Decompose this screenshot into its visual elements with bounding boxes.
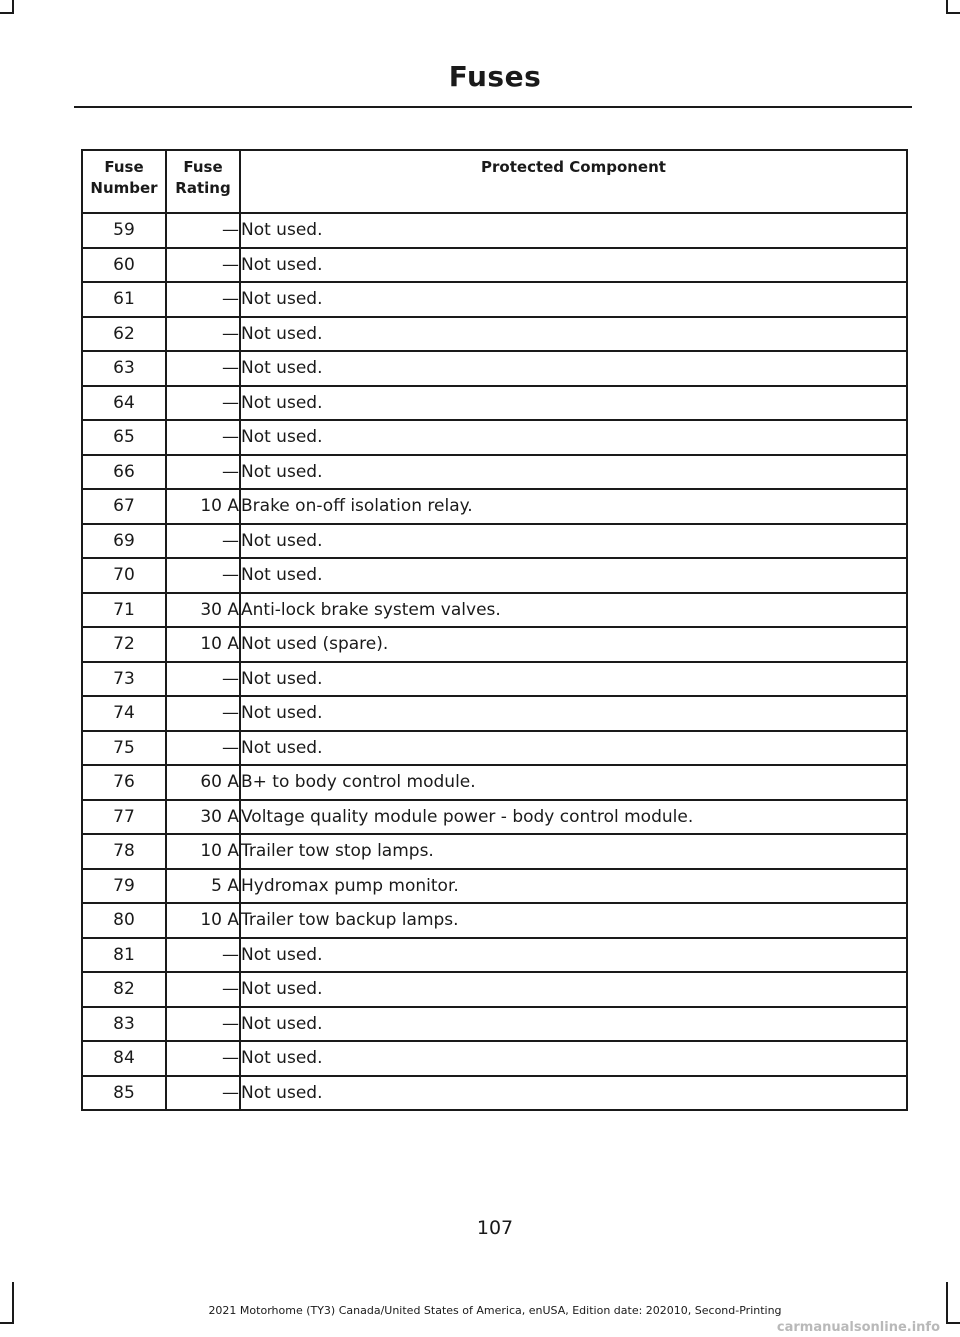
fuse-rating-cell: 10 A	[166, 489, 240, 524]
fuse-number-cell: 66	[82, 455, 166, 490]
table-row	[82, 351, 907, 386]
fuse-rating-cell: 10 A	[166, 834, 240, 869]
fuse-rating-cell: 5 A	[166, 869, 240, 904]
protected-component-cell: Not used.	[240, 248, 907, 283]
table-row	[82, 765, 907, 800]
table-row	[82, 524, 907, 559]
fuse-rating-cell: —	[166, 282, 240, 317]
fuse-table-body	[82, 213, 907, 1110]
title-divider	[74, 106, 912, 108]
fuse-rating-cell: —	[166, 558, 240, 593]
table-row	[82, 420, 907, 455]
crop-mark-top-left	[0, 12, 14, 14]
header-fuse-rating: Fuse Rating	[166, 150, 240, 213]
fuse-rating-cell: 60 A	[166, 765, 240, 800]
protected-component-cell: Not used.	[240, 213, 907, 248]
header-protected-component: Protected Component	[240, 150, 907, 213]
protected-component-cell: Not used.	[240, 1041, 907, 1076]
fuse-number-cell: 63	[82, 351, 166, 386]
fuse-rating-cell: —	[166, 386, 240, 421]
table-row	[82, 593, 907, 628]
fuse-number-cell: 78	[82, 834, 166, 869]
table-row	[82, 972, 907, 1007]
protected-component-cell: Anti-lock brake system valves.	[240, 593, 907, 628]
table-row	[82, 869, 907, 904]
table-row	[82, 1007, 907, 1042]
protected-component-cell: Brake on-off isolation relay.	[240, 489, 907, 524]
fuse-number-cell: 59	[82, 213, 166, 248]
table-row	[82, 696, 907, 731]
fuse-rating-cell: —	[166, 1007, 240, 1042]
fuse-rating-cell: 30 A	[166, 800, 240, 835]
fuse-rating-cell: —	[166, 696, 240, 731]
table-row	[82, 903, 907, 938]
fuse-rating-cell: —	[166, 248, 240, 283]
table-row	[82, 455, 907, 490]
table-row	[82, 489, 907, 524]
fuse-rating-cell: —	[166, 731, 240, 766]
fuse-rating-cell: 30 A	[166, 593, 240, 628]
fuse-rating-cell: —	[166, 662, 240, 697]
table-row	[82, 248, 907, 283]
fuse-number-cell: 67	[82, 489, 166, 524]
table-row	[82, 834, 907, 869]
fuse-rating-cell: —	[166, 317, 240, 352]
fuse-table	[81, 149, 908, 1111]
fuse-number-cell: 83	[82, 1007, 166, 1042]
table-row	[82, 1076, 907, 1111]
footer-edition-text: 2021 Motorhome (TY3) Canada/United States of America, enUSA, Edition date: 202010, Second-Printing	[208, 1304, 782, 1317]
protected-component-cell: Not used.	[240, 558, 907, 593]
crop-mark-bottom-right	[946, 1322, 960, 1324]
table-row	[82, 213, 907, 248]
fuse-number-cell: 62	[82, 317, 166, 352]
crop-mark-top-right	[946, 12, 960, 14]
fuse-number-cell: 61	[82, 282, 166, 317]
fuse-rating-cell: —	[166, 938, 240, 973]
page-number: 107	[476, 1217, 514, 1239]
fuse-number-cell: 60	[82, 248, 166, 283]
fuse-number-cell: 69	[82, 524, 166, 559]
protected-component-cell: Not used.	[240, 282, 907, 317]
fuse-number-cell: 84	[82, 1041, 166, 1076]
protected-component-cell: Not used.	[240, 455, 907, 490]
protected-component-cell: Not used.	[240, 524, 907, 559]
protected-component-cell: Hydromax pump monitor.	[240, 869, 907, 904]
fuse-number-cell: 70	[82, 558, 166, 593]
fuse-rating-cell: —	[166, 351, 240, 386]
fuse-number-cell: 82	[82, 972, 166, 1007]
fuse-number-cell: 75	[82, 731, 166, 766]
fuse-number-cell: 64	[82, 386, 166, 421]
protected-component-cell: Trailer tow backup lamps.	[240, 903, 907, 938]
protected-component-cell: Trailer tow stop lamps.	[240, 834, 907, 869]
fuse-number-cell: 65	[82, 420, 166, 455]
fuse-rating-cell: —	[166, 1041, 240, 1076]
table-row	[82, 731, 907, 766]
page-title: Fuses	[448, 60, 542, 93]
fuse-table-header	[82, 150, 907, 213]
watermark: carmanualsonline.info	[776, 1320, 940, 1335]
fuse-rating-cell: 10 A	[166, 903, 240, 938]
table-row	[82, 282, 907, 317]
table-row	[82, 800, 907, 835]
fuse-rating-cell: —	[166, 420, 240, 455]
protected-component-cell: Voltage quality module power - body control module.	[240, 800, 907, 835]
table-row	[82, 662, 907, 697]
fuse-rating-cell: —	[166, 972, 240, 1007]
fuse-number-cell: 72	[82, 627, 166, 662]
fuse-number-cell: 71	[82, 593, 166, 628]
protected-component-cell: B+ to body control module.	[240, 765, 907, 800]
protected-component-cell: Not used.	[240, 1007, 907, 1042]
fuse-number-cell: 85	[82, 1076, 166, 1111]
protected-component-cell: Not used.	[240, 1076, 907, 1111]
table-row	[82, 386, 907, 421]
protected-component-cell: Not used.	[240, 351, 907, 386]
fuse-number-cell: 81	[82, 938, 166, 973]
protected-component-cell: Not used.	[240, 696, 907, 731]
fuse-number-cell: 76	[82, 765, 166, 800]
protected-component-cell: Not used.	[240, 420, 907, 455]
protected-component-cell: Not used.	[240, 938, 907, 973]
table-row	[82, 1041, 907, 1076]
fuse-number-cell: 73	[82, 662, 166, 697]
table-row	[82, 938, 907, 973]
table-row	[82, 317, 907, 352]
crop-mark-bottom-left	[0, 1322, 14, 1324]
table-row	[82, 627, 907, 662]
fuse-number-cell: 79	[82, 869, 166, 904]
fuse-number-cell: 77	[82, 800, 166, 835]
header-fuse-number: Fuse Number	[82, 150, 166, 213]
protected-component-cell: Not used.	[240, 731, 907, 766]
fuse-rating-cell: —	[166, 213, 240, 248]
protected-component-cell: Not used.	[240, 972, 907, 1007]
protected-component-cell: Not used.	[240, 317, 907, 352]
fuse-number-cell: 80	[82, 903, 166, 938]
protected-component-cell: Not used (spare).	[240, 627, 907, 662]
protected-component-cell: Not used.	[240, 386, 907, 421]
protected-component-cell: Not used.	[240, 662, 907, 697]
fuse-number-cell: 74	[82, 696, 166, 731]
fuse-rating-cell: —	[166, 1076, 240, 1111]
fuse-rating-cell: —	[166, 455, 240, 490]
fuse-rating-cell: 10 A	[166, 627, 240, 662]
table-row	[82, 558, 907, 593]
fuse-rating-cell: —	[166, 524, 240, 559]
